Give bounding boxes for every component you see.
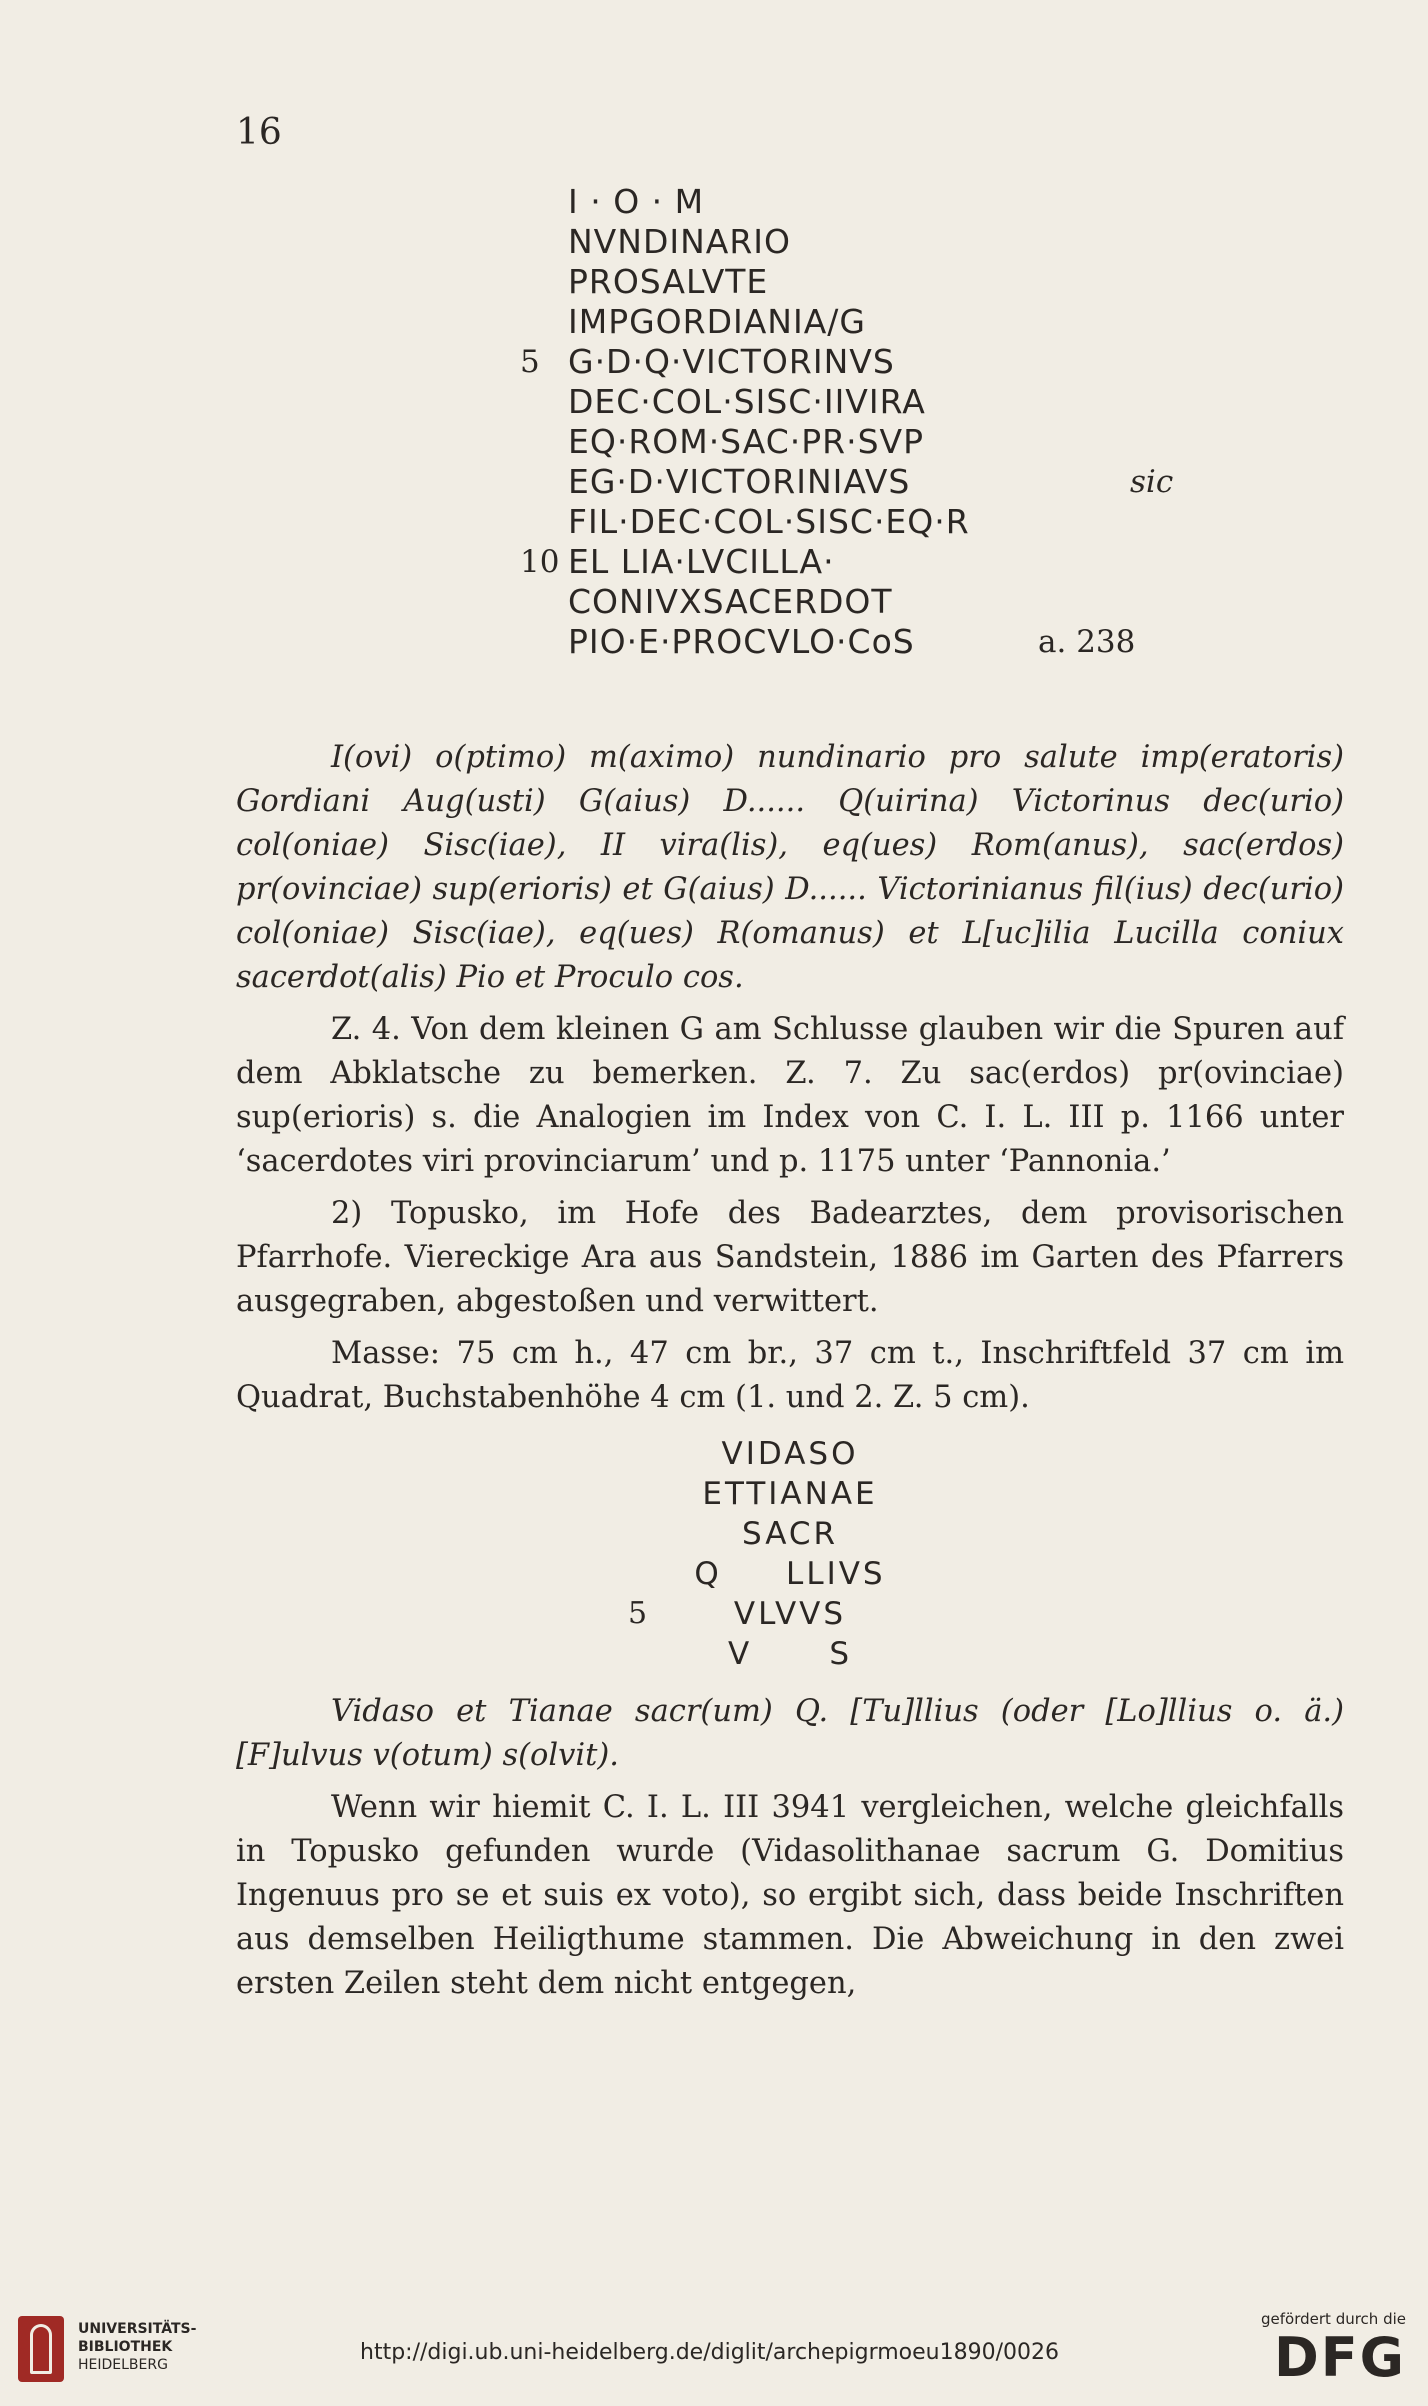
inscription-text: SACR	[741, 1516, 839, 1552]
library-logo-icon	[18, 2316, 64, 2382]
inscription-line	[440, 382, 1200, 422]
inscription-1	[440, 182, 1200, 662]
inscription-text: DEC·COL·SISC·IIVIRA	[568, 382, 926, 421]
inscription-line	[440, 222, 1200, 262]
inscription-line	[440, 502, 1200, 542]
inscription-line	[236, 1474, 1344, 1514]
inscription-line	[236, 1554, 1344, 1594]
funded-by-label: gefördert durch die	[1261, 2310, 1406, 2328]
inscription-1-reading: I(ovi) o(ptimo) m(aximo) nundinario pro salute imp(eratoris) Gordiani Aug(usti) G(aius) D...... Q(uirina) Victorinus dec(urio) col(oniae) Sisc(iae), II vira(lis), eq(ues) Rom(anus), sac(erdos) pr(ovinciae) sup(erioris) et G(aius) D...... Victorinianus fil(ius) dec(urio) col(oniae) Sisc(iae), eq(ues) R(omanus) et L[uc]ilia Lucilla coniux sacerdot(alis) Pio et Proculo cos.	[236, 740, 1344, 995]
inscription-text: FIL·DEC·COL·SISC·EQ·R	[568, 502, 970, 541]
inscription-text: Q LLIVS	[694, 1556, 886, 1592]
inscription-text: VLVVS	[733, 1596, 847, 1632]
library-line-3: HEIDELBERG	[78, 2357, 168, 2373]
inscription-text: VIDASO	[721, 1436, 859, 1472]
inscription-line	[236, 1514, 1344, 1554]
paragraph-masse: Masse: 75 cm h., 47 cm br., 37 cm t., Inschriftfeld 37 cm im Quadrat, Buchstabenhöhe 4 cm (1. und 2. Z. 5 cm).	[236, 1336, 1344, 1415]
line-number: 10	[520, 544, 560, 580]
paragraph-topusko: 2) Topusko, im Hofe des Badearztes, dem provisorischen Pfarrhofe. Viereckige Ara aus Sandstein, 1886 im Garten des Pfarrers ausgegraben, abgestoßen und verwittert.	[236, 1196, 1344, 1319]
inscription-text: I · O · M	[568, 182, 705, 221]
inscription-text: CONIVXSACERDOT	[568, 582, 893, 621]
inscription-text: G·D·Q·VICTORINVS	[568, 342, 895, 381]
inscription-line	[440, 182, 1200, 222]
line-number: 5	[520, 344, 540, 380]
inscription-text: EL LIA·LVCILLA·	[568, 542, 835, 581]
inscription-2	[236, 1434, 1344, 1674]
permalink-url[interactable]: http://digi.ub.uni-heidelberg.de/diglit/archepigrmoeu1890/0026	[360, 2340, 1059, 2365]
footer-bar	[0, 2296, 1428, 2406]
page-body	[236, 736, 1344, 2006]
inscription-line	[440, 342, 1200, 382]
inscription-text: V S	[727, 1636, 852, 1672]
paragraph-z4: Z. 4. Von dem kleinen G am Schlusse glauben wir die Spuren auf dem Abklatsche zu bemerken. Z. 7. Zu sac(erdos) pr(ovinciae) sup(erioris) s. die Analogien im Index von C. I. L. III p. 1166 unter ‘sacerdotes viri provinciarum’ und p. 1175 unter ‘Pannonia.’	[236, 1012, 1344, 1179]
dfg-wordmark: DFG	[1273, 2326, 1406, 2389]
inscription-line	[440, 622, 1200, 662]
inscription-line	[440, 582, 1200, 622]
library-line-2: BIBLIOTHEK	[78, 2339, 173, 2355]
inscription-line	[440, 542, 1200, 582]
inscription-line	[236, 1594, 1344, 1634]
inscription-line	[236, 1634, 1344, 1674]
inscription-text: ETTIANAE	[702, 1476, 878, 1512]
inscription-2-reading: Vidaso et Tianae sacr(um) Q. [Tu]llius (oder [Lo]llius o. ä.) [F]ulvus v(otum) s(olvit).	[236, 1694, 1344, 1773]
inscription-text: IMPGORDIANIA/G	[568, 302, 866, 341]
inscription-text: EQ·ROM·SAC·PR·SVP	[568, 422, 925, 461]
inscription-line	[440, 462, 1200, 502]
page-number: 16	[236, 112, 282, 153]
inscription-text: PIO·E·PROCVLO·CoS	[568, 622, 915, 661]
inscription-line	[440, 422, 1200, 462]
library-line-1: UNIVERSITÄTS-	[78, 2321, 197, 2337]
line-number: 5	[628, 1596, 648, 1631]
inscription-line	[440, 302, 1200, 342]
sic-note: sic	[1130, 464, 1174, 500]
library-name	[78, 2320, 258, 2374]
inscription-text: EG·D·VICTORINIAVS	[568, 462, 911, 501]
inscription-line	[236, 1434, 1344, 1474]
dfg-logo[interactable]	[1261, 2310, 1406, 2388]
inscription-line	[440, 262, 1200, 302]
date-note: a. 238	[1038, 624, 1136, 660]
inscription-text: PROSALVTE	[568, 262, 769, 301]
paragraph-final: Wenn wir hiemit C. I. L. III 3941 vergleichen, welche gleichfalls in Topusko gefunden wurde (Vidasolithanae sacrum G. Domitius Ingenuus pro se et suis ex voto), so ergibt sich, dass beide Inschriften aus demselben Heiligthume stammen. Die Abweichung in den zwei ersten Zeilen steht dem nicht entgegen,	[236, 1790, 1344, 2001]
inscription-text: NVNDINARIO	[568, 222, 791, 261]
